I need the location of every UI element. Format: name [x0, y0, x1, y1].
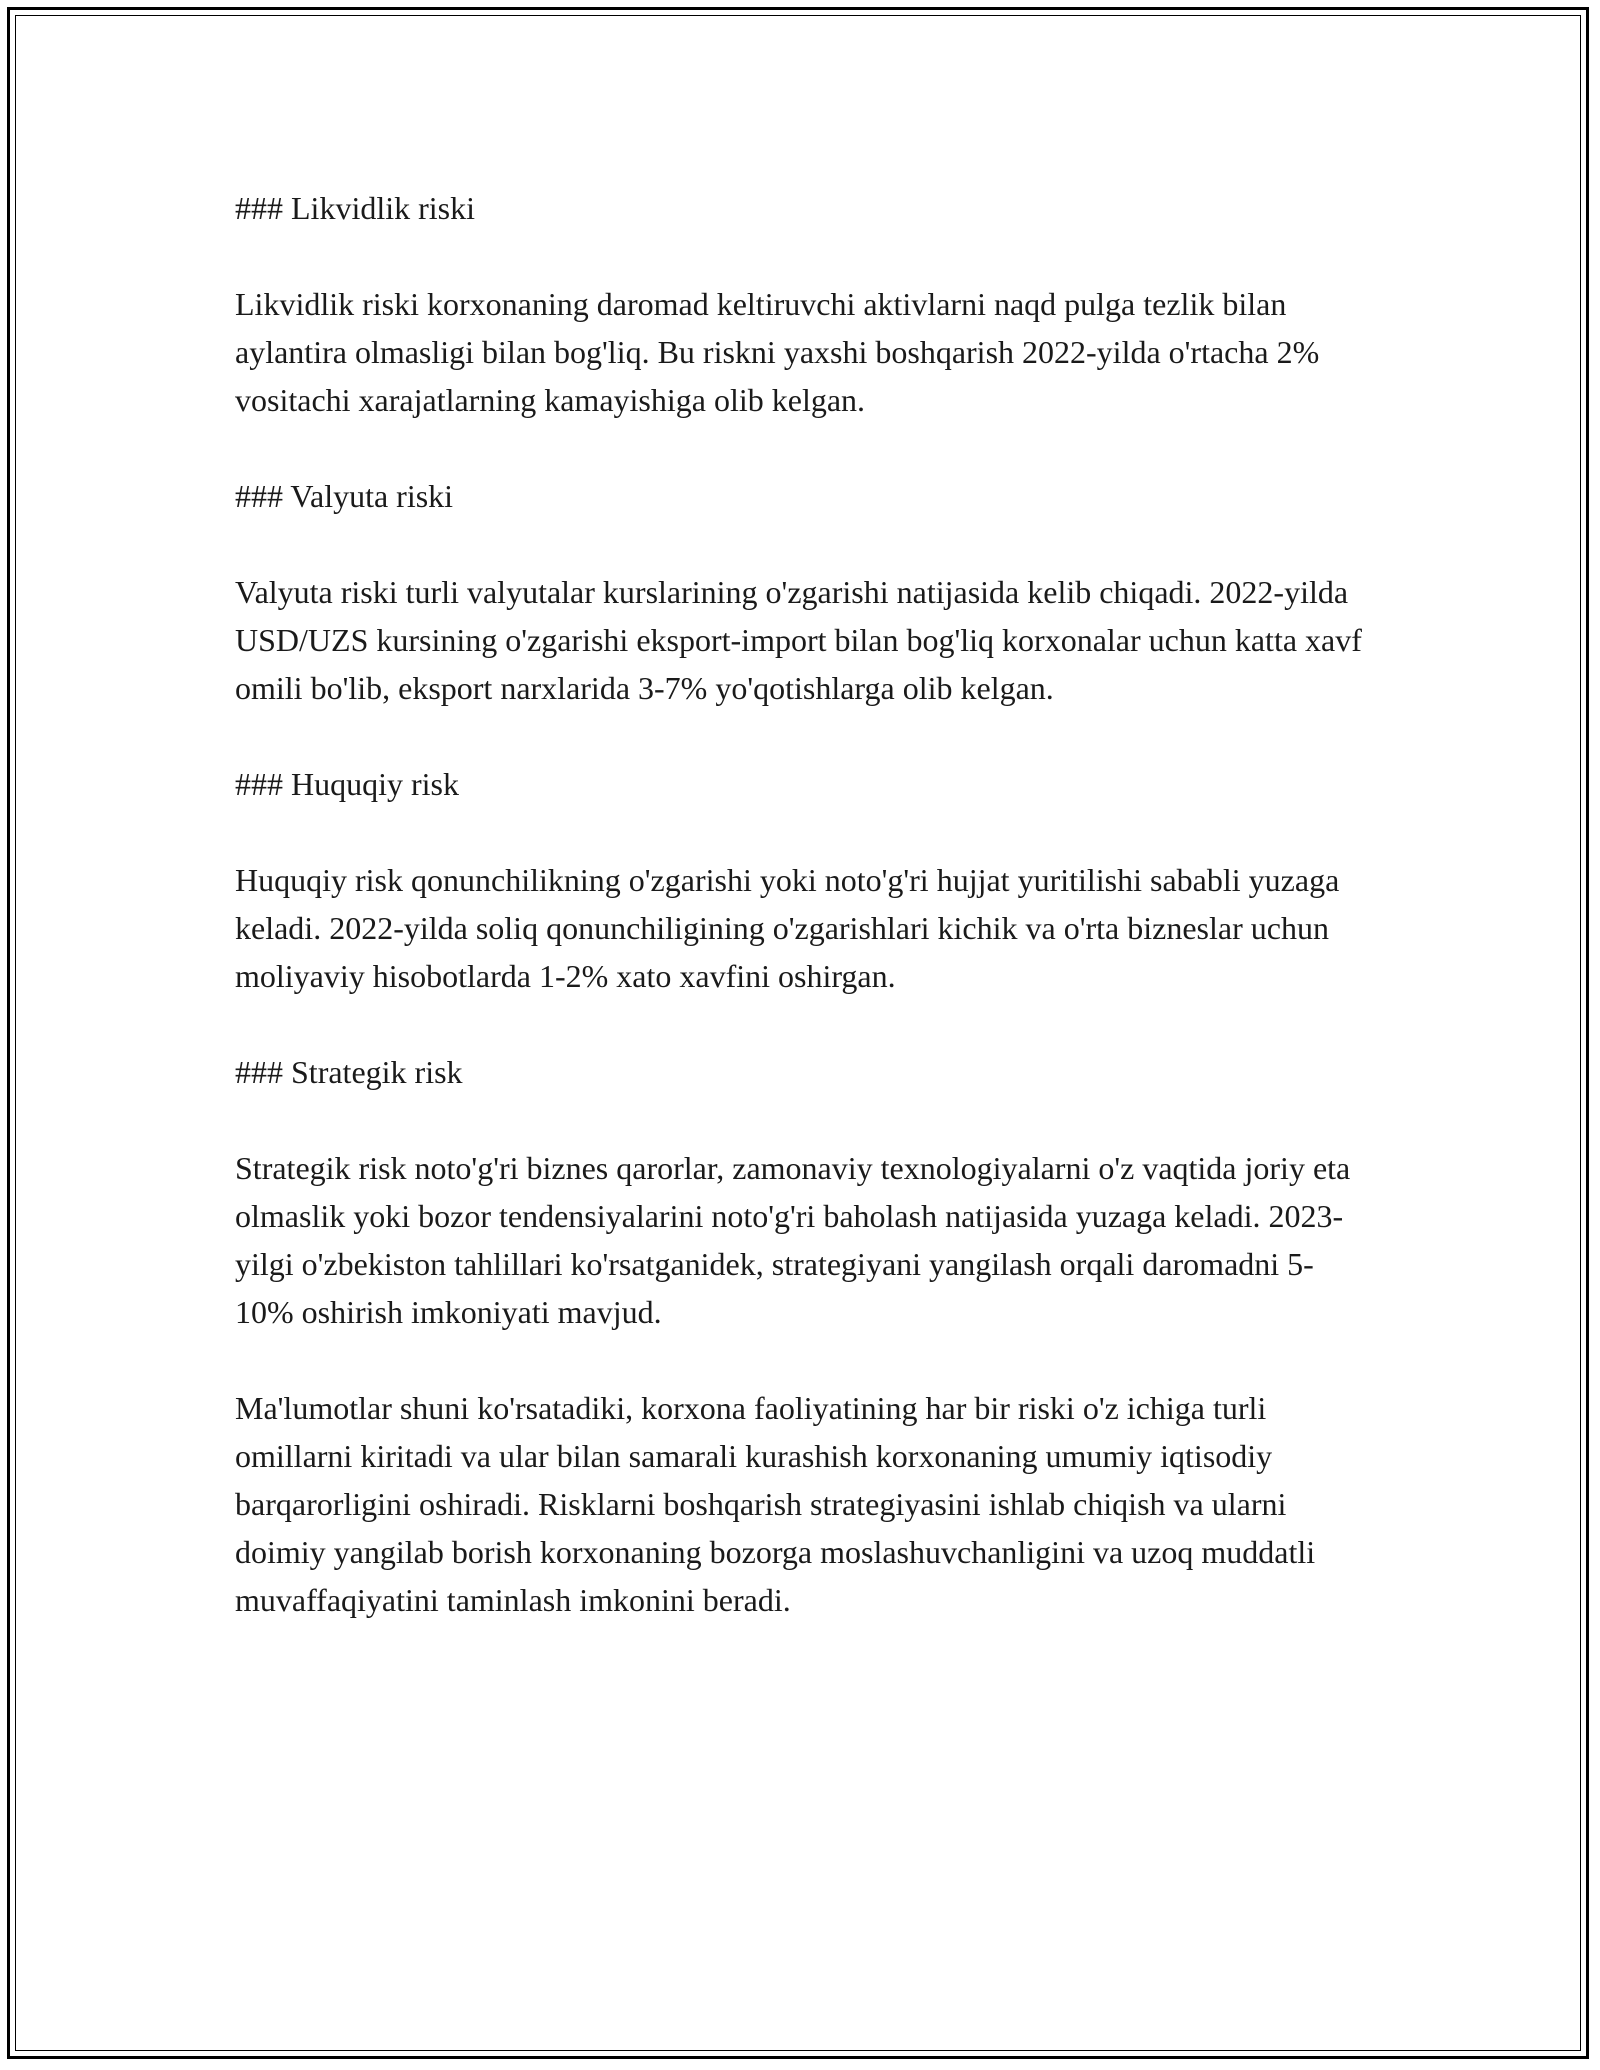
section-heading-legal-risk: ### Huquqiy risk [235, 766, 459, 802]
document-body [235, 184, 1365, 1672]
section-paragraph-liquidity-risk: Likvidlik riski korxonaning daromad keltiruvchi aktivlarni naqd pulga tezlik bilan aylantira olmasligi bilan bog'liq. Bu riskni yaxshi boshqarish 2022-yilda o'rtacha 2% vositachi xarajatlarning kamayishiga olib kelgan. [235, 286, 1320, 418]
section-paragraph-strategic-risk: Strategik risk noto'g'ri biznes qarorlar, zamonaviy texnologiyalarni o'z vaqtida joriy eta olmaslik yoki bozor tendensiyalarini noto'g'ri baholash natijasida yuzaga keladi. 2023-yilgi o'zbekiston tahlillari ko'rsatganidek, strategiyani yangilash orqali daromadni 5-10% oshirish imkoniyati mavjud. [235, 1150, 1351, 1330]
section-paragraph-legal-risk: Huquqiy risk qonunchilikning o'zgarishi yoki noto'g'ri hujjat yuritilishi sababli yuzaga keladi. 2022-yilda soliq qonunchiligining o'zgarishlari kichik va o'rta bizneslar uchun moliyaviy hisobotlarda 1-2% xato xavfini oshirgan. [235, 862, 1340, 994]
section-paragraph-currency-risk: Valyuta riski turli valyutalar kurslarining o'zgarishi natijasida kelib chiqadi. 2022-yilda USD/UZS kursining o'zgarishi eksport-import bilan bog'liq korxonalar uchun katta xavf omili bo'lib, eksport narxlarida 3-7% yo'qotishlarga olib kelgan. [235, 574, 1362, 706]
section-heading-liquidity-risk: ### Likvidlik riski [235, 190, 475, 226]
section-heading-currency-risk: ### Valyuta riski [235, 478, 454, 514]
section-heading-strategic-risk: ### Strategik risk [235, 1054, 463, 1090]
conclusion-paragraph: Ma'lumotlar shuni ko'rsatadiki, korxona faoliyatining har bir riski o'z ichiga turli omillarni kiritadi va ular bilan samarali kurashish korxonaning umumiy iqtisodiy barqarorligini oshiradi. Risklarni boshqarish strategiyasini ishlab chiqish va ularni doimiy yangilab borish korxonaning bozorga moslashuvchanligini va uzoq muddatli muvaffaqiyatini taminlash imkonini beradi. [235, 1390, 1316, 1618]
